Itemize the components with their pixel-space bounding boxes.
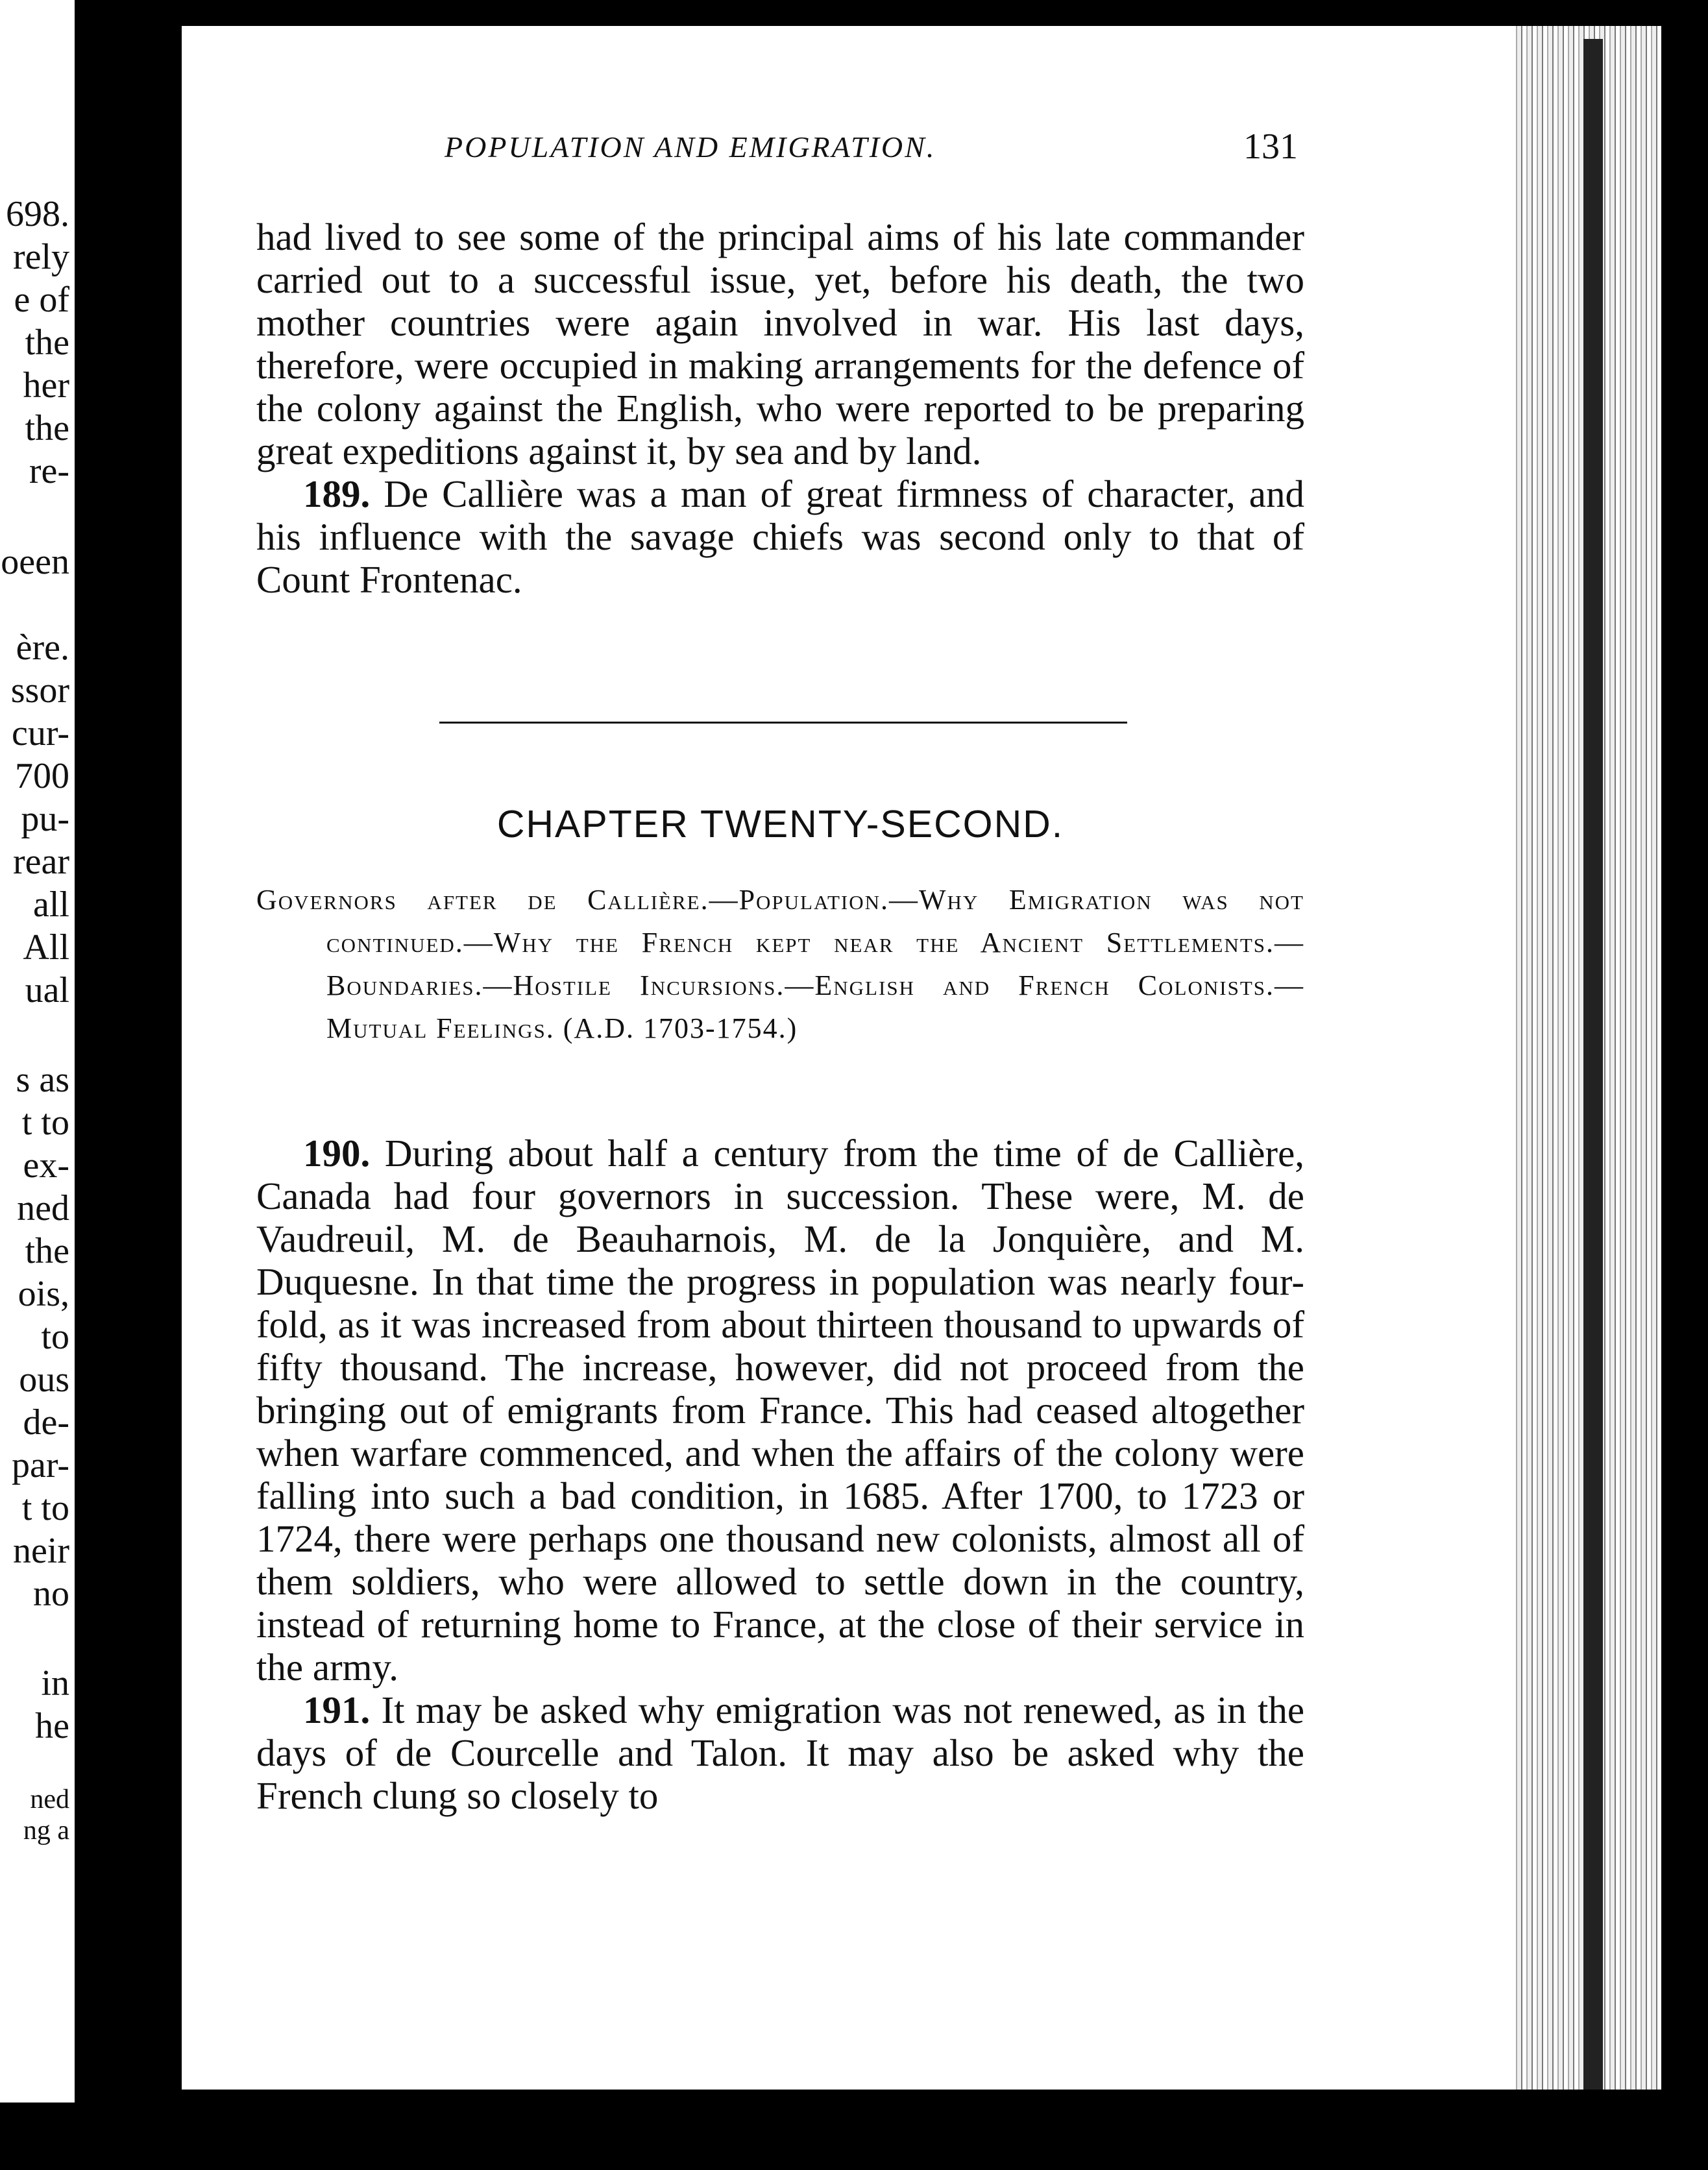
facing-page-word: her: [23, 365, 69, 406]
facing-page-word: ssor: [10, 670, 69, 711]
chapter-years: (A.D. 1703-1754.): [563, 1012, 798, 1044]
paragraph-text: During about half a century from the time of de Callière, Canada had four governors in succession. These were, M. de Vaudreuil, M. de Beauharnois, M. de la Jonquière, and M. Duquesne. In that time the progress in population was nearly four-fold, as it was increased from about thirteen thousand to upwards of fifty thousand. The increase, however, did not proceed from the bringing out of emigrants from France. This had ceased altogether when warfare commenced, and when the affairs of the colony were falling into such a bad condition, in 1685. After 1700, to 1723 or 1724, there were perhaps one thousand new colonists, almost all of them soldiers, who were allowed to settle down in the country, instead of returning home to France, at the close of their service in the army.: [256, 1132, 1305, 1688]
facing-page-word: neir: [12, 1531, 69, 1571]
running-head-title: POPULATION AND EMIGRATION.: [445, 130, 936, 164]
paragraph-text: De Callière was a man of great firmness of character, and his influence with the savage chiefs was second only to that of Count Frontenac.: [256, 472, 1304, 601]
paragraph-number: 191.: [303, 1688, 371, 1731]
facing-page-word: ned: [17, 1188, 69, 1228]
paragraph-number: 190.: [303, 1132, 371, 1175]
text-block-bottom: [256, 1132, 1304, 1817]
page-number: 131: [1243, 127, 1298, 167]
facing-page-word: s as: [16, 1060, 69, 1100]
facing-page-word: par-: [11, 1445, 69, 1485]
facing-page-word: re-: [29, 451, 69, 491]
facing-page-word: de-: [23, 1402, 69, 1443]
facing-page-word: rely: [12, 237, 69, 277]
paragraph-189: [256, 472, 1304, 601]
facing-page-word: 698.: [6, 194, 69, 234]
facing-page-word: pu-: [21, 799, 69, 839]
text-block-top: [256, 215, 1304, 601]
facing-page-word: no: [33, 1574, 69, 1614]
facing-page-word: cur-: [11, 713, 69, 753]
section-divider: [439, 722, 1127, 724]
facing-page-word: the: [25, 1231, 69, 1271]
facing-page-word: 700: [15, 756, 69, 796]
facing-page-word: in: [41, 1663, 69, 1703]
running-head: [256, 121, 1304, 166]
facing-page-word: ex-: [23, 1145, 69, 1186]
facing-page-word: rear: [12, 842, 69, 882]
facing-page-word: ère.: [16, 628, 69, 668]
facing-page-word: oeen: [1, 542, 69, 582]
facing-page-word: ual: [25, 970, 69, 1010]
continued-paragraph: had lived to see some of the principal aims of his late commander carried out to a successful issue, yet, before his death, the two mother countries were again involved in war. His last days, therefore, were occupied in making arrangements for the defence of the colony against the English, who were reported to be preparing great expeditions against it, by sea and by land.: [256, 215, 1304, 472]
book-gutter: [75, 0, 182, 2170]
facing-page-word: ng a: [23, 1816, 69, 1846]
facing-page-word: to: [41, 1317, 69, 1357]
paragraph-text: It may be asked why emigration was not renewed, as in the days of de Courcelle and Talon. It may also be asked why the French clung so closely to: [256, 1688, 1305, 1817]
facing-page-word: All: [23, 927, 69, 968]
paragraph-number: 189.: [303, 472, 371, 515]
paragraph-190: [256, 1132, 1304, 1688]
facing-page-word: ned: [30, 1785, 69, 1814]
chapter-title: CHAPTER TWENTY-SECOND.: [496, 803, 1064, 846]
facing-page-fragment: [0, 0, 75, 2103]
facing-page-word: the: [25, 408, 69, 448]
facing-page-word: t to: [21, 1103, 69, 1143]
facing-page-word: the: [25, 323, 69, 363]
facing-page-word: ois,: [18, 1274, 69, 1314]
paragraph-191: [256, 1688, 1304, 1817]
page-edge-shadow: [1583, 39, 1603, 2090]
chapter-summary-text: Governors after de Callière.—Population.—Why Emigration was not continued.—Why the French kept near the Ancient Settlements.—Boundaries.—Hostile Incursions.—English and French Colonists.—Mutual Feelings.: [256, 884, 1304, 1044]
facing-page-word: all: [33, 884, 69, 925]
facing-page-word: he: [35, 1706, 69, 1746]
chapter-summary: [256, 879, 1304, 1050]
facing-page-word: e of: [14, 280, 69, 320]
facing-page-word: t to: [21, 1488, 69, 1528]
facing-page-word: ous: [19, 1359, 69, 1400]
